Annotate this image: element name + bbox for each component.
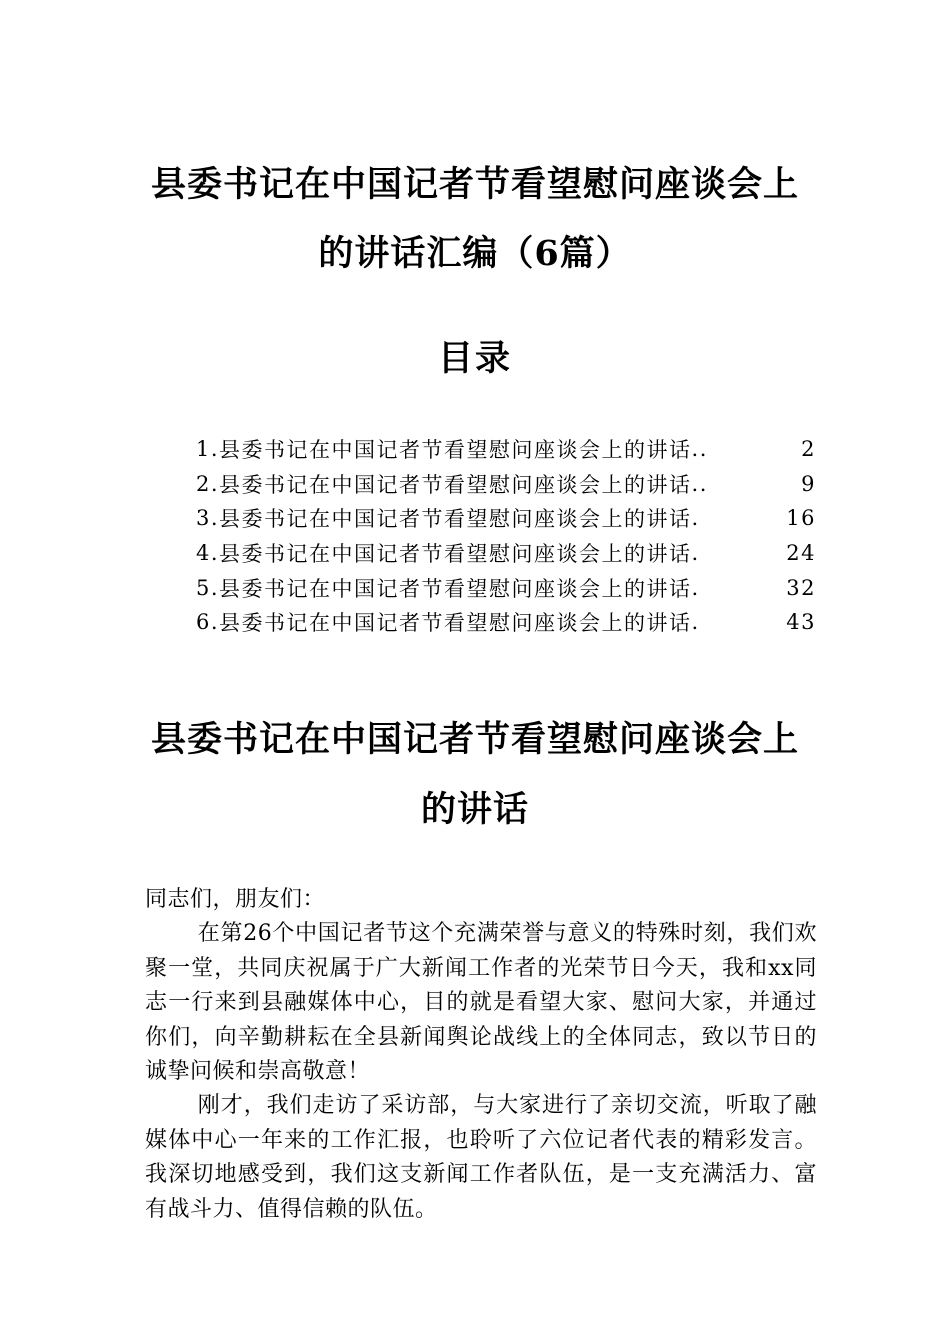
toc-entry-title: 县委书记在中国记者节看望慰问座谈会上的讲话 (219, 542, 692, 567)
toc-entry-page: 16 (786, 506, 816, 531)
toc-entry-leader: . (691, 610, 700, 635)
toc-entry-number: 4. (196, 541, 220, 566)
toc-entry-page: 9 (801, 471, 816, 496)
toc-entry-title: 县委书记在中国记者节看望慰问座谈会上的讲话 (219, 507, 692, 532)
table-of-contents (196, 432, 816, 640)
toc-entry[interactable] (196, 467, 816, 502)
toc-entry-leader: . (691, 575, 700, 600)
toc-entry-number: 6. (196, 610, 220, 635)
section-title-line2: 的讲话 (420, 789, 529, 830)
toc-entry[interactable] (196, 605, 816, 640)
toc-entry-page: 32 (786, 575, 816, 600)
salutation: 同志们，朋友们： (145, 887, 326, 912)
body-paragraph: 刚才，我们走访了采访部，与大家进行了亲切交流，听取了融媒体中心一年来的工作汇报，也聆听了六位记者代表的精彩发言。我深切地感受到，我们这支新闻工作者队伍，是一支充满活力、富有战斗力、值得信赖的队伍。 (145, 1093, 817, 1222)
toc-entry-leader: .. (691, 437, 708, 462)
toc-entry[interactable] (196, 536, 816, 571)
toc-entry-leader: .. (691, 471, 708, 496)
toc-entry-title: 县委书记在中国记者节看望慰问座谈会上的讲话 (219, 438, 692, 463)
toc-entry[interactable] (196, 570, 816, 605)
toc-entry-number: 5. (196, 575, 220, 600)
toc-heading: 目录 (437, 338, 512, 379)
toc-entry[interactable] (196, 501, 816, 536)
toc-entry-number: 1. (196, 437, 220, 462)
toc-entry-title: 县委书记在中国记者节看望慰问座谈会上的讲话 (219, 611, 692, 636)
section-title-line1: 县委书记在中国记者节看望慰问座谈会上 (150, 719, 799, 760)
toc-entry-title: 县委书记在中国记者节看望慰问座谈会上的讲话 (219, 576, 692, 601)
document-title-line2: 的讲话汇编（6篇） (318, 233, 632, 274)
toc-entry-number: 2. (196, 471, 220, 496)
toc-entry-page: 24 (786, 541, 816, 566)
toc-entry-title: 县委书记在中国记者节看望慰问座谈会上的讲话 (219, 472, 692, 497)
toc-entry-page: 43 (786, 610, 816, 635)
toc-entry-number: 3. (196, 506, 220, 531)
body-paragraph: 在第26个中国记者节这个充满荣誉与意义的特殊时刻，我们欢聚一堂，共同庆祝属于广大新闻工作者的光荣节日今天，我和xx同志一行来到县融媒体中心，目的就是看望大家、慰问大家，并通过你们，向辛勤耕耘在全县新闻舆论战线上的全体同志，致以节日的诚挚问候和崇高敬意！ (145, 921, 817, 1085)
speech-body (145, 883, 817, 1227)
toc-entry-page: 2 (801, 437, 816, 462)
toc-entry-leader: . (691, 541, 700, 566)
toc-entry[interactable] (196, 432, 816, 467)
document-title-line1: 县委书记在中国记者节看望慰问座谈会上 (150, 164, 799, 205)
toc-entry-leader: . (691, 506, 700, 531)
